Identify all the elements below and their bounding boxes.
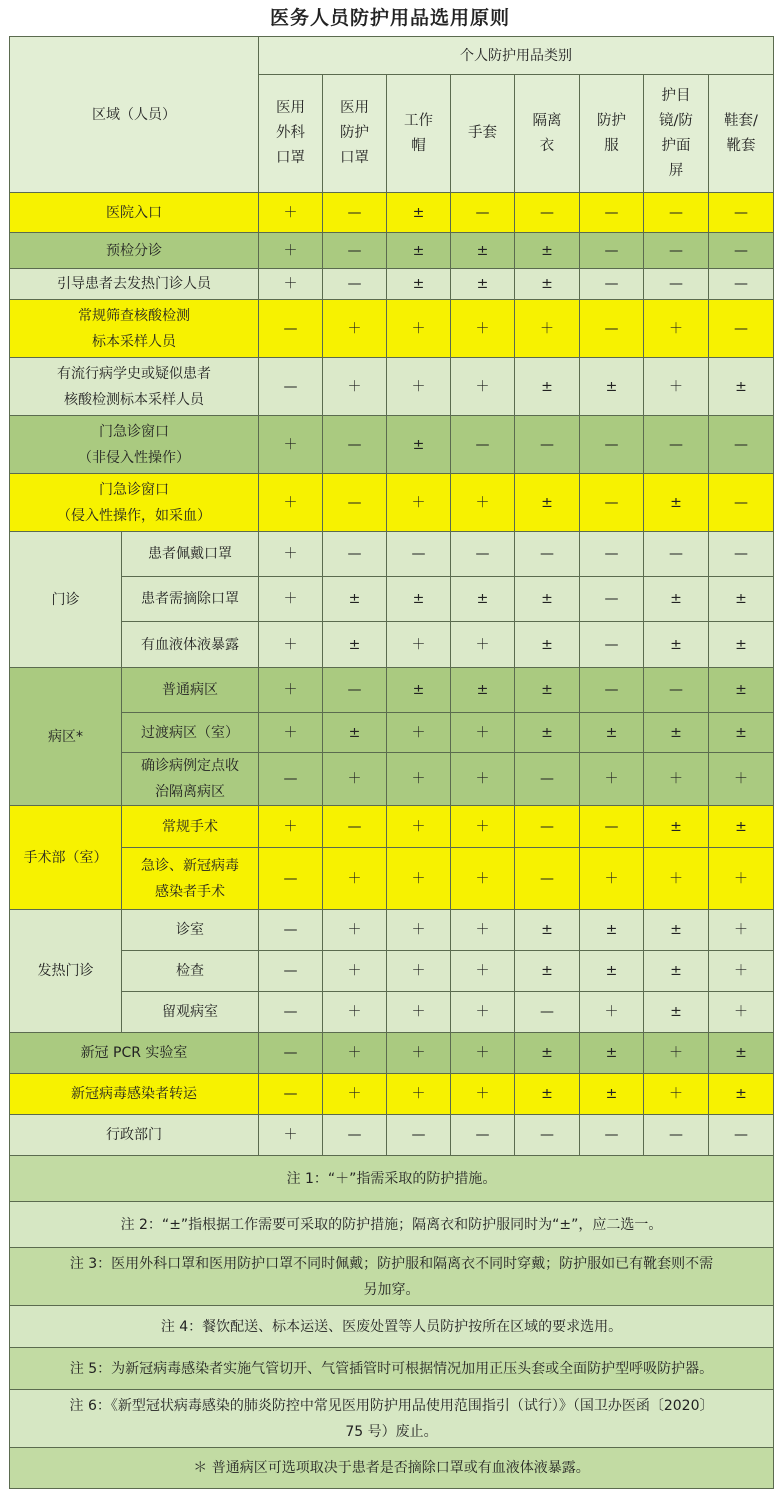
table-row	[10, 910, 774, 951]
ppe-mark: ＋	[709, 992, 774, 1033]
table-row	[10, 622, 774, 668]
ppe-mark: —	[387, 1115, 451, 1156]
ppe-mark: ±	[515, 474, 580, 532]
ppe-mark: ＋	[387, 806, 451, 848]
ppe-mark: ＋	[451, 753, 515, 806]
ppe-mark: ±	[387, 193, 451, 233]
ppe-mark: ＋	[323, 1033, 387, 1074]
ppe-mark: ±	[709, 668, 774, 713]
ppe-mark: —	[323, 416, 387, 474]
ppe-mark: —	[580, 416, 644, 474]
zone-label: 新冠病毒感染者转运	[10, 1074, 259, 1115]
ppe-mark: ＋	[451, 300, 515, 358]
ppe-mark: —	[323, 532, 387, 577]
ppe-mark: ±	[387, 269, 451, 300]
ppe-mark: —	[515, 992, 580, 1033]
ppe-mark: ＋	[259, 233, 323, 269]
zone-sub-label: 普通病区	[122, 668, 259, 713]
ppe-mark: —	[515, 1115, 580, 1156]
ppe-mark: ±	[644, 474, 709, 532]
table-row	[10, 193, 774, 233]
ppe-mark: ＋	[709, 951, 774, 992]
ppe-mark: ＋	[387, 474, 451, 532]
ppe-mark: ＋	[323, 300, 387, 358]
table-row	[10, 416, 774, 474]
ppe-mark: ＋	[323, 753, 387, 806]
ppe-mark: ±	[644, 992, 709, 1033]
ppe-mark: —	[451, 532, 515, 577]
ppe-mark: ±	[515, 233, 580, 269]
ppe-mark: ±	[515, 668, 580, 713]
ppe-mark: —	[644, 193, 709, 233]
ppe-mark: ＋	[323, 992, 387, 1033]
column-header: 鞋套/ 靴套	[709, 75, 774, 193]
ppe-mark: ±	[323, 713, 387, 753]
ppe-mark: —	[323, 474, 387, 532]
ppe-mark: —	[259, 358, 323, 416]
ppe-mark: —	[323, 1115, 387, 1156]
page-title: 医务人员防护用品选用原则	[269, 7, 510, 29]
ppe-mark: ＋	[259, 1115, 323, 1156]
ppe-mark: —	[709, 532, 774, 577]
ppe-mark: ＋	[709, 753, 774, 806]
ppe-mark: —	[323, 668, 387, 713]
ppe-mark: —	[644, 532, 709, 577]
ppe-mark: ±	[515, 713, 580, 753]
ppe-mark: —	[709, 1115, 774, 1156]
ppe-mark: —	[259, 1074, 323, 1115]
ppe-mark: —	[515, 416, 580, 474]
ppe-mark: —	[709, 269, 774, 300]
ppe-mark: —	[709, 474, 774, 532]
ppe-mark: —	[644, 1115, 709, 1156]
ppe-mark: ±	[709, 713, 774, 753]
ppe-mark: ＋	[451, 910, 515, 951]
ppe-mark: —	[580, 577, 644, 622]
ppe-mark: ＋	[387, 992, 451, 1033]
ppe-mark: —	[259, 910, 323, 951]
ppe-mark: —	[709, 233, 774, 269]
zone-label: 新冠 PCR 实验室	[10, 1033, 259, 1074]
ppe-mark: ±	[451, 233, 515, 269]
table-row	[10, 753, 774, 806]
ppe-mark: ＋	[451, 358, 515, 416]
ppe-mark: —	[515, 806, 580, 848]
note-text: 注 6：《新型冠状病毒感染的肺炎防控中常见医用防护用品使用范围指引（试行）》（国卫办医函〔2020〕 75 号）废止。	[10, 1390, 774, 1448]
zone-sub-label: 患者需摘除口罩	[122, 577, 259, 622]
ppe-mark: ±	[644, 910, 709, 951]
ppe-mark: —	[580, 233, 644, 269]
ppe-mark: —	[259, 848, 323, 910]
ppe-mark: ＋	[451, 992, 515, 1033]
table-row	[10, 713, 774, 753]
ppe-mark: ±	[709, 1074, 774, 1115]
zone-label: 引导患者去发热门诊人员	[10, 269, 259, 300]
ppe-mark: ＋	[259, 577, 323, 622]
ppe-mark: —	[451, 193, 515, 233]
column-header: 工作 帽	[387, 75, 451, 193]
zone-sub-label: 检查	[122, 951, 259, 992]
zone-label: 门急诊窗口 （非侵入性操作）	[10, 416, 259, 474]
table-row	[10, 992, 774, 1033]
ppe-mark: —	[580, 474, 644, 532]
zone-sub-label: 过渡病区（室）	[122, 713, 259, 753]
table-row	[10, 300, 774, 358]
ppe-mark: —	[580, 193, 644, 233]
header-row-top	[10, 37, 774, 75]
ppe-mark: ＋	[451, 951, 515, 992]
ppe-mark: ＋	[451, 474, 515, 532]
ppe-mark: ±	[515, 910, 580, 951]
note-text: ＊ 普通病区可选项取决于患者是否摘除口罩或有血液体液暴露。	[10, 1448, 774, 1489]
ppe-mark: ±	[515, 622, 580, 668]
ppe-mark: —	[580, 269, 644, 300]
ppe-mark: —	[515, 193, 580, 233]
ppe-mark: ＋	[323, 358, 387, 416]
ppe-mark: —	[580, 300, 644, 358]
ppe-mark: —	[259, 951, 323, 992]
table-row	[10, 1033, 774, 1074]
ppe-mark: ±	[515, 951, 580, 992]
ppe-mark: ＋	[387, 300, 451, 358]
ppe-mark: —	[259, 300, 323, 358]
table-row	[10, 577, 774, 622]
ppe-mark: ＋	[387, 848, 451, 910]
ppe-mark: ＋	[451, 806, 515, 848]
ppe-mark: ＋	[644, 848, 709, 910]
zone-label: 预检分诊	[10, 233, 259, 269]
note-row	[10, 1202, 774, 1248]
zone-sub-label: 留观病室	[122, 992, 259, 1033]
ppe-mark: ＋	[387, 1033, 451, 1074]
ppe-mark: ＋	[323, 1074, 387, 1115]
ppe-mark: —	[644, 269, 709, 300]
note-row	[10, 1348, 774, 1390]
ppe-mark: ±	[515, 577, 580, 622]
zone-group-label: 病区*	[10, 668, 122, 806]
table-row	[10, 668, 774, 713]
ppe-mark: ＋	[580, 848, 644, 910]
ppe-mark: —	[515, 848, 580, 910]
ppe-mark: ＋	[323, 910, 387, 951]
ppe-mark: ＋	[709, 848, 774, 910]
zone-sub-label: 有血液体液暴露	[122, 622, 259, 668]
ppe-mark: ±	[323, 577, 387, 622]
ppe-mark: ±	[709, 577, 774, 622]
ppe-mark: ±	[387, 668, 451, 713]
ppe-mark: ±	[644, 713, 709, 753]
note-row	[10, 1448, 774, 1489]
ppe-mark: —	[387, 532, 451, 577]
ppe-mark: ±	[387, 416, 451, 474]
table-row	[10, 848, 774, 910]
ppe-mark: ±	[644, 951, 709, 992]
ppe-mark: ＋	[515, 300, 580, 358]
ppe-mark: ±	[580, 910, 644, 951]
ppe-mark: ＋	[644, 300, 709, 358]
ppe-mark: —	[580, 532, 644, 577]
ppe-mark: ±	[709, 358, 774, 416]
zone-label: 常规筛查核酸检测 标本采样人员	[10, 300, 259, 358]
note-row	[10, 1390, 774, 1448]
ppe-mark: ＋	[451, 848, 515, 910]
column-header: 医用 外科 口罩	[259, 75, 323, 193]
ppe-mark: ＋	[259, 193, 323, 233]
table-row	[10, 951, 774, 992]
ppe-mark: ＋	[387, 753, 451, 806]
table-row	[10, 474, 774, 532]
ppe-mark: ＋	[259, 269, 323, 300]
ppe-mark: —	[259, 753, 323, 806]
ppe-mark: —	[323, 806, 387, 848]
zone-sub-label: 确诊病例定点收 治隔离病区	[122, 753, 259, 806]
ppe-mark: ＋	[259, 668, 323, 713]
ppe-mark: ＋	[259, 532, 323, 577]
zone-sub-label: 急诊、新冠病毒 感染者手术	[122, 848, 259, 910]
note-row	[10, 1156, 774, 1202]
ppe-table	[9, 36, 774, 1489]
ppe-mark: ＋	[644, 358, 709, 416]
table-row	[10, 1074, 774, 1115]
ppe-mark: —	[323, 233, 387, 269]
ppe-mark: ±	[580, 358, 644, 416]
ppe-mark: ±	[644, 577, 709, 622]
ppe-mark: —	[259, 992, 323, 1033]
ppe-mark: —	[515, 532, 580, 577]
ppe-mark: ±	[580, 951, 644, 992]
ppe-mark: ＋	[451, 622, 515, 668]
column-header: 医用 防护 口罩	[323, 75, 387, 193]
table-row	[10, 358, 774, 416]
ppe-mark: —	[451, 1115, 515, 1156]
ppe-mark: ±	[644, 622, 709, 668]
note-text: 注 4：餐饮配送、标本运送、医废处置等人员防护按所在区域的要求选用。	[10, 1306, 774, 1348]
ppe-mark: —	[259, 1033, 323, 1074]
ppe-mark: ±	[515, 269, 580, 300]
ppe-mark: ＋	[709, 910, 774, 951]
ppe-mark: ＋	[644, 753, 709, 806]
column-header: 防护 服	[580, 75, 644, 193]
table-row	[10, 1115, 774, 1156]
ppe-mark: ±	[515, 1033, 580, 1074]
note-text: 注 2：“±”指根据工作需要可采取的防护措施；隔离衣和防护服同时为“±”，应二选一。	[10, 1202, 774, 1248]
ppe-mark: —	[515, 753, 580, 806]
note-row	[10, 1306, 774, 1348]
ppe-mark: ＋	[259, 474, 323, 532]
ppe-mark: —	[709, 300, 774, 358]
zone-label: 行政部门	[10, 1115, 259, 1156]
column-header: 手套	[451, 75, 515, 193]
ppe-mark: ±	[580, 1074, 644, 1115]
note-text: 注 3：医用外科口罩和医用防护口罩不同时佩戴；防护服和隔离衣不同时穿戴；防护服如已有靴套则不需 另加穿。	[10, 1248, 774, 1306]
ppe-mark: ＋	[387, 358, 451, 416]
table-row	[10, 233, 774, 269]
ppe-mark: ±	[709, 806, 774, 848]
ppe-mark: ＋	[259, 713, 323, 753]
ppe-mark: ＋	[580, 992, 644, 1033]
ppe-mark: ±	[451, 668, 515, 713]
ppe-mark: ＋	[387, 1074, 451, 1115]
category-header: 个人防护用品类别	[259, 37, 774, 75]
ppe-mark: ＋	[323, 848, 387, 910]
ppe-mark: —	[644, 233, 709, 269]
ppe-mark: ±	[515, 1074, 580, 1115]
note-text: 注 1：“＋”指需采取的防护措施。	[10, 1156, 774, 1202]
table-row	[10, 532, 774, 577]
zone-label: 门急诊窗口 （侵入性操作，如采血）	[10, 474, 259, 532]
ppe-mark: —	[709, 416, 774, 474]
ppe-mark: ＋	[580, 753, 644, 806]
column-header: 护目 镜/防 护面 屏	[644, 75, 709, 193]
ppe-mark: ±	[387, 233, 451, 269]
ppe-mark: ±	[580, 1033, 644, 1074]
ppe-mark: ＋	[644, 1033, 709, 1074]
ppe-mark: —	[709, 193, 774, 233]
note-row	[10, 1248, 774, 1306]
ppe-mark: ±	[387, 577, 451, 622]
zone-sub-label: 患者佩戴口罩	[122, 532, 259, 577]
ppe-mark: —	[451, 416, 515, 474]
ppe-mark: —	[580, 806, 644, 848]
ppe-mark: ＋	[451, 1074, 515, 1115]
ppe-mark: ±	[709, 1033, 774, 1074]
ppe-mark: ＋	[387, 951, 451, 992]
ppe-mark: ±	[580, 713, 644, 753]
zone-label: 有流行病学史或疑似患者 核酸检测标本采样人员	[10, 358, 259, 416]
zone-sub-label: 诊室	[122, 910, 259, 951]
ppe-mark: —	[580, 668, 644, 713]
ppe-mark: ＋	[259, 806, 323, 848]
ppe-mark: ＋	[387, 622, 451, 668]
note-text: 注 5：为新冠病毒感染者实施气管切开、气管插管时可根据情况加用正压头套或全面防护型呼吸防护器。	[10, 1348, 774, 1390]
ppe-mark: —	[644, 668, 709, 713]
ppe-mark: ＋	[451, 713, 515, 753]
ppe-mark: —	[580, 1115, 644, 1156]
ppe-mark: ＋	[259, 416, 323, 474]
ppe-mark: —	[323, 269, 387, 300]
ppe-mark: ＋	[451, 1033, 515, 1074]
ppe-mark: ±	[451, 577, 515, 622]
table-row	[10, 269, 774, 300]
zone-group-label: 发热门诊	[10, 910, 122, 1033]
ppe-mark: ±	[709, 622, 774, 668]
ppe-mark: ±	[644, 806, 709, 848]
ppe-mark: ＋	[644, 1074, 709, 1115]
ppe-mark: ＋	[387, 910, 451, 951]
zone-group-label: 手术部（室）	[10, 806, 122, 910]
ppe-mark: ＋	[387, 713, 451, 753]
ppe-mark: ＋	[323, 951, 387, 992]
zone-group-label: 门诊	[10, 532, 122, 668]
ppe-mark: —	[580, 622, 644, 668]
ppe-mark: —	[323, 193, 387, 233]
zone-sub-label: 常规手术	[122, 806, 259, 848]
ppe-mark: ±	[451, 269, 515, 300]
column-header: 隔离 衣	[515, 75, 580, 193]
ppe-mark: ±	[323, 622, 387, 668]
table-row	[10, 806, 774, 848]
ppe-mark: ±	[515, 358, 580, 416]
zone-header: 区域（人员）	[10, 37, 259, 193]
ppe-mark: ＋	[259, 622, 323, 668]
ppe-mark: —	[644, 416, 709, 474]
zone-label: 医院入口	[10, 193, 259, 233]
